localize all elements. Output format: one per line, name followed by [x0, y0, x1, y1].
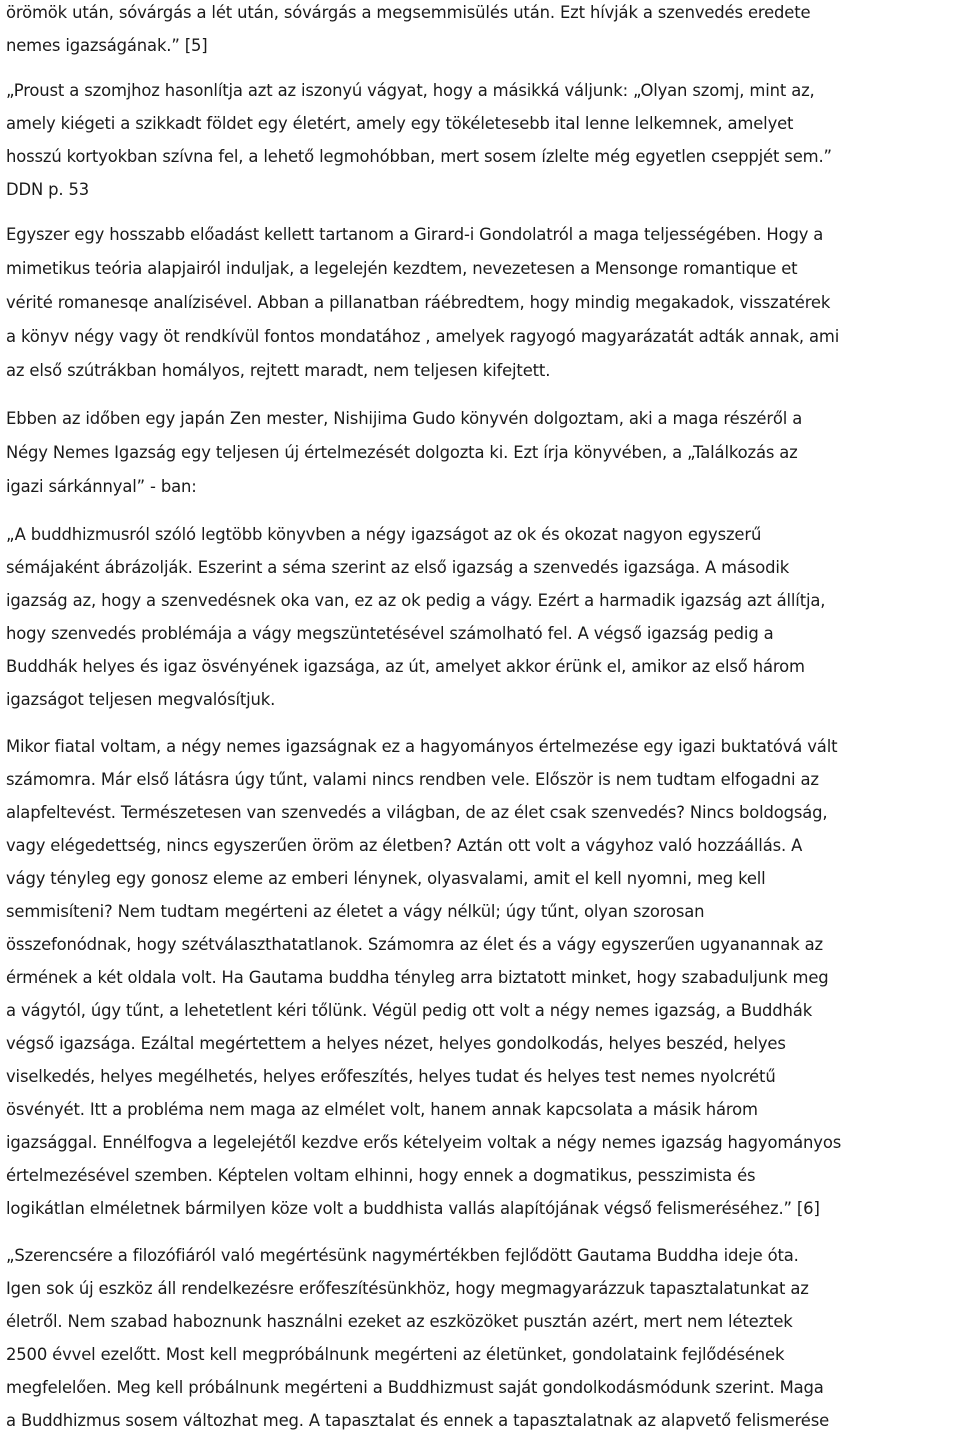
text-line: logikátlan elméletnek bármilyen köze volt a buddhista vallás alapítójának végső felismeréséhez.” [6] [6, 1199, 820, 1218]
text-line: Mikor fiatal voltam, a négy nemes igazságnak ez a hagyományos értelmezése egy igazi buktatóvá vált [6, 737, 838, 756]
text-line: életről. Nem szabad haboznunk használni ezeket az eszközöket pusztán azért, mert nem léteztek [6, 1312, 793, 1331]
text-line: Négy Nemes Igazság egy teljesen új értelmezését dolgozta ki. Ezt írja könyvében, a „Találkozás az [6, 443, 798, 462]
text-line: Ebben az időben egy japán Zen mester, Nishijima Gudo könyvén dolgoztam, aki a maga részéről a [6, 409, 803, 428]
text-line: a Buddhizmus sosem változhat meg. A tapasztalat és ennek a tapasztalatnak az alapvető felismerése [6, 1411, 830, 1430]
text-line: amely kiégeti a szikkadt földet egy életért, amely egy tökéletesebb ital lenne lelkemnek, amelyet [6, 114, 794, 133]
text-line: DDN p. 53 [6, 180, 90, 199]
text-line: igazságot teljesen megvalósítjuk. [6, 690, 276, 709]
text-line: vágy tényleg egy gonosz eleme az emberi lénynek, olyasvalami, amit el kell nyomni, meg kell [6, 869, 766, 888]
paragraph-four-truths-doubts [6, 730, 956, 1225]
text-line: igazi sárkánnyal” - ban: [6, 477, 197, 496]
text-line: számomra. Már első látásra úgy tűnt, valami nincs rendben vele. Először is nem tudtam elfogadni az [6, 770, 819, 789]
text-line: 2500 évvel ezelőtt. Most kell megpróbálnunk megérteni az életünket, gondolataink fejlődésének [6, 1345, 785, 1364]
text-line: ösvényét. Itt a probléma nem maga az elmélet volt, hanem annak kapcsolata a másik három [6, 1100, 758, 1119]
text-line: örömök után, sóvárgás a lét után, sóvárgás a megsemmisülés után. Ezt hívják a szenvedés eredete [6, 3, 811, 22]
paragraph-philosophy-progress [6, 1239, 956, 1437]
text-line: az első szútrákban homályos, rejtett maradt, nem teljesen kifejtett. [6, 361, 551, 380]
text-line: „Szerencsére a filozófiáról való megértésünk nagymértékben fejlődött Gautama Buddha ideje óta. [6, 1246, 799, 1265]
text-line: Igen sok új eszköz áll rendelkezésre erőfeszítésünkhöz, hogy megmagyarázzuk tapasztalatunkat az [6, 1279, 809, 1298]
text-line: megfelelően. Meg kell próbálnunk megérteni a Buddhizmust saját gondolkodásmódunk szerint. Maga [6, 1378, 824, 1397]
text-line: sémájaként ábrázolják. Eszerint a séma szerint az első igazság a szenvedés igazsága. A második [6, 558, 790, 577]
text-line: alapfeltevést. Természetesen van szenvedés a világban, de az élet csak szenvedés? Nincs boldogság, [6, 803, 828, 822]
text-line: értelmezésével szemben. Képtelen voltam elhinni, hogy ennek a dogmatikus, pesszimista és [6, 1166, 756, 1185]
paragraph-girard-lecture [6, 218, 956, 388]
paragraph-buddhism-quote [6, 518, 956, 716]
text-line: viselkedés, helyes megélhetés, helyes erőfeszítés, helyes tudat és helyes test nemes nyolcrétű [6, 1067, 776, 1086]
text-line: hogy szenvedés problémája a vágy megszüntetésével számolható fel. A végső igazság pedig a [6, 624, 774, 643]
text-line: összefonódnak, hogy szétválaszthatatlanok. Számomra az élet és a vágy egyszerűen ugyanannak az [6, 935, 823, 954]
text-line: Buddhák helyes és igaz ösvényének igazsága, az út, amelyet akkor érünk el, amikor az első három [6, 657, 805, 676]
text-line: igazság az, hogy a szenvedésnek oka van, ez az ok pedig a vágy. Ezért a harmadik igazság azt állítja, [6, 591, 826, 610]
paragraph-proust-quote [6, 74, 956, 206]
text-line: nemes igazságának.” [5] [6, 36, 208, 55]
text-line: Egyszer egy hosszabb előadást kellett tartanom a Girard-i Gondolatról a maga teljességében. Hogy a [6, 225, 824, 244]
text-line: a könyv négy vagy öt rendkívül fontos mondatához , amelyek ragyogó magyarázatát adták annak, ami [6, 327, 840, 346]
text-line: vérité romanesqe analízisével. Abban a pillanatban ráébredtem, hogy mindig megakadok, visszatérek [6, 293, 831, 312]
text-line: „Proust a szomjhoz hasonlítja azt az iszonyú vágyat, hogy a másikká váljunk: „Olyan szomj, mint az, [6, 81, 815, 100]
text-line: hosszú kortyokban szívna fel, a lehető legmohóbban, mert sosem ízlelte még egyetlen cseppjét sem.” [6, 147, 832, 166]
text-line: mimetikus teória alapjairól induljak, a legelején kezdtem, nevezetesen a Mensonge romantique et [6, 259, 798, 278]
text-line: vagy elégedettség, nincs egyszerűen öröm az életben? Aztán ott volt a vágyhoz való hozzáállás. A [6, 836, 803, 855]
text-line: érmének a két oldala volt. Ha Gautama buddha tényleg arra biztatott minket, hogy szabaduljunk meg [6, 968, 829, 987]
document-page [6, 0, 956, 1437]
text-line: a vágytól, úgy tűnt, a lehetetlent kéri tőlünk. Végül pedig ott volt a négy nemes igazság, a Buddhák [6, 1001, 813, 1020]
text-line: semmisíteni? Nem tudtam megérteni az életet a vágy nélkül; úgy tűnt, olyan szorosan [6, 902, 705, 921]
text-line: igazsággal. Ennélfogva a legelejétől kezdve erős kételyeim voltak a négy nemes igazság hagyományos [6, 1133, 842, 1152]
paragraph-nishijima-gudo [6, 402, 956, 504]
text-line: „A buddhizmusról szóló legtöbb könyvben a négy igazságot az ok és okozat nagyon egyszerű [6, 525, 762, 544]
text-line: végső igazsága. Ezáltal megértettem a helyes nézet, helyes gondolkodás, helyes beszéd, helyes [6, 1034, 786, 1053]
paragraph-continuation [6, 0, 956, 62]
